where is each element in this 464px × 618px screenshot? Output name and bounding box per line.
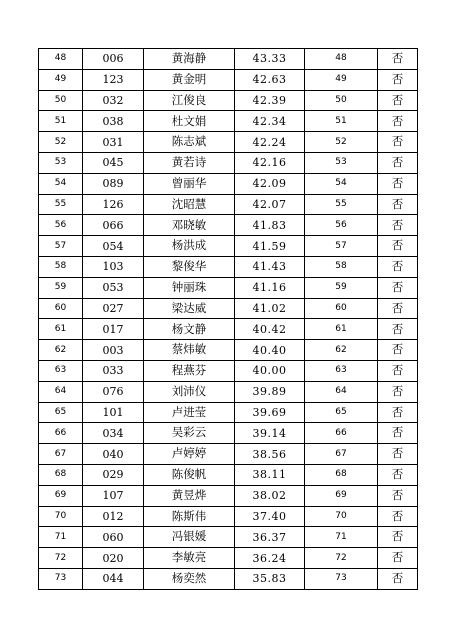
candidate-name-cell: 陈俊帆 [144,464,235,485]
selection-status-cell: 否 [378,464,418,485]
selection-status-cell: 否 [378,298,418,319]
score-cell: 40.40 [235,340,305,361]
selection-status-cell: 否 [378,423,418,444]
overall-rank-cell: 52 [305,132,378,153]
score-cell: 41.83 [235,215,305,236]
candidate-id-cell: 101 [83,402,144,423]
table-row [39,132,418,153]
rank-cell: 70 [39,506,83,527]
rank-cell: 52 [39,132,83,153]
table-row [39,111,418,132]
selection-status-cell: 否 [378,568,418,589]
selection-status-cell: 否 [378,236,418,257]
selection-status-cell: 否 [378,132,418,153]
candidate-id-cell: 123 [83,69,144,90]
selection-status-cell: 否 [378,215,418,236]
candidate-id-cell: 034 [83,423,144,444]
candidate-id-cell: 020 [83,548,144,569]
results-table-body [39,49,418,590]
candidate-id-cell: 040 [83,444,144,465]
candidate-id-cell: 107 [83,485,144,506]
rank-cell: 48 [39,49,83,70]
selection-status-cell: 否 [378,319,418,340]
rank-cell: 54 [39,173,83,194]
overall-rank-cell: 61 [305,319,378,340]
table-row [39,319,418,340]
selection-status-cell: 否 [378,256,418,277]
candidate-id-cell: 033 [83,360,144,381]
rank-cell: 71 [39,527,83,548]
rank-cell: 65 [39,402,83,423]
table-row [39,340,418,361]
candidate-name-cell: 黄金明 [144,69,235,90]
candidate-name-cell: 冯银媛 [144,527,235,548]
rank-cell: 56 [39,215,83,236]
candidate-name-cell: 蔡炜敏 [144,340,235,361]
rank-cell: 61 [39,319,83,340]
rank-cell: 64 [39,381,83,402]
overall-rank-cell: 73 [305,568,378,589]
score-cell: 39.89 [235,381,305,402]
candidate-id-cell: 066 [83,215,144,236]
candidate-name-cell: 程燕芬 [144,360,235,381]
table-row [39,568,418,589]
score-cell: 42.63 [235,69,305,90]
candidate-id-cell: 053 [83,277,144,298]
score-cell: 42.16 [235,152,305,173]
table-row [39,194,418,215]
score-cell: 39.14 [235,423,305,444]
candidate-id-cell: 076 [83,381,144,402]
table-row [39,215,418,236]
rank-cell: 68 [39,464,83,485]
candidate-name-cell: 杨奕然 [144,568,235,589]
overall-rank-cell: 58 [305,256,378,277]
selection-status-cell: 否 [378,381,418,402]
score-cell: 42.09 [235,173,305,194]
candidate-name-cell: 黄若诗 [144,152,235,173]
table-row [39,298,418,319]
results-sheet [38,48,417,590]
score-cell: 40.00 [235,360,305,381]
table-row [39,548,418,569]
candidate-name-cell: 吴彩云 [144,423,235,444]
candidate-id-cell: 103 [83,256,144,277]
rank-cell: 60 [39,298,83,319]
candidate-id-cell: 027 [83,298,144,319]
candidate-name-cell: 黄昱烨 [144,485,235,506]
selection-status-cell: 否 [378,402,418,423]
score-cell: 37.40 [235,506,305,527]
table-row [39,381,418,402]
selection-status-cell: 否 [378,548,418,569]
selection-status-cell: 否 [378,173,418,194]
score-cell: 41.02 [235,298,305,319]
overall-rank-cell: 69 [305,485,378,506]
selection-status-cell: 否 [378,152,418,173]
overall-rank-cell: 48 [305,49,378,70]
candidate-name-cell: 杨文静 [144,319,235,340]
candidate-name-cell: 卢进莹 [144,402,235,423]
overall-rank-cell: 68 [305,464,378,485]
rank-cell: 59 [39,277,83,298]
score-cell: 42.07 [235,194,305,215]
candidate-id-cell: 032 [83,90,144,111]
table-row [39,173,418,194]
candidate-id-cell: 054 [83,236,144,257]
rank-cell: 69 [39,485,83,506]
table-row [39,277,418,298]
table-row [39,360,418,381]
overall-rank-cell: 54 [305,173,378,194]
table-row [39,49,418,70]
overall-rank-cell: 65 [305,402,378,423]
overall-rank-cell: 50 [305,90,378,111]
overall-rank-cell: 57 [305,236,378,257]
score-cell: 42.24 [235,132,305,153]
candidate-name-cell: 陈志斌 [144,132,235,153]
overall-rank-cell: 70 [305,506,378,527]
overall-rank-cell: 59 [305,277,378,298]
candidate-name-cell: 陈斯伟 [144,506,235,527]
rank-cell: 73 [39,568,83,589]
overall-rank-cell: 64 [305,381,378,402]
score-cell: 35.83 [235,568,305,589]
selection-status-cell: 否 [378,277,418,298]
rank-cell: 53 [39,152,83,173]
rank-cell: 51 [39,111,83,132]
score-cell: 38.02 [235,485,305,506]
score-cell: 39.69 [235,402,305,423]
candidate-name-cell: 李敏亮 [144,548,235,569]
candidate-name-cell: 曾丽华 [144,173,235,194]
rank-cell: 49 [39,69,83,90]
table-row [39,485,418,506]
candidate-name-cell: 钟丽珠 [144,277,235,298]
candidate-name-cell: 江俊良 [144,90,235,111]
score-cell: 43.33 [235,49,305,70]
overall-rank-cell: 49 [305,69,378,90]
table-row [39,256,418,277]
overall-rank-cell: 72 [305,548,378,569]
table-row [39,423,418,444]
table-row [39,506,418,527]
rank-cell: 57 [39,236,83,257]
candidate-id-cell: 060 [83,527,144,548]
score-cell: 41.16 [235,277,305,298]
table-row [39,444,418,465]
overall-rank-cell: 71 [305,527,378,548]
candidate-id-cell: 031 [83,132,144,153]
candidate-id-cell: 006 [83,49,144,70]
table-row [39,527,418,548]
candidate-id-cell: 044 [83,568,144,589]
overall-rank-cell: 62 [305,340,378,361]
overall-rank-cell: 66 [305,423,378,444]
score-cell: 42.34 [235,111,305,132]
rank-cell: 58 [39,256,83,277]
table-row [39,464,418,485]
results-table [38,48,418,590]
overall-rank-cell: 53 [305,152,378,173]
selection-status-cell: 否 [378,111,418,132]
candidate-name-cell: 黎俊华 [144,256,235,277]
candidate-id-cell: 038 [83,111,144,132]
score-cell: 38.11 [235,464,305,485]
candidate-name-cell: 卢婷婷 [144,444,235,465]
selection-status-cell: 否 [378,444,418,465]
table-row [39,236,418,257]
table-row [39,90,418,111]
overall-rank-cell: 63 [305,360,378,381]
candidate-id-cell: 126 [83,194,144,215]
selection-status-cell: 否 [378,485,418,506]
overall-rank-cell: 56 [305,215,378,236]
rank-cell: 66 [39,423,83,444]
table-row [39,69,418,90]
candidate-name-cell: 邓晓敏 [144,215,235,236]
candidate-id-cell: 045 [83,152,144,173]
selection-status-cell: 否 [378,340,418,361]
selection-status-cell: 否 [378,360,418,381]
selection-status-cell: 否 [378,194,418,215]
score-cell: 42.39 [235,90,305,111]
candidate-id-cell: 012 [83,506,144,527]
rank-cell: 55 [39,194,83,215]
candidate-id-cell: 029 [83,464,144,485]
score-cell: 38.56 [235,444,305,465]
table-row [39,402,418,423]
score-cell: 40.42 [235,319,305,340]
candidate-id-cell: 003 [83,340,144,361]
score-cell: 36.37 [235,527,305,548]
candidate-id-cell: 017 [83,319,144,340]
candidate-name-cell: 刘沛仪 [144,381,235,402]
selection-status-cell: 否 [378,527,418,548]
rank-cell: 50 [39,90,83,111]
selection-status-cell: 否 [378,506,418,527]
selection-status-cell: 否 [378,90,418,111]
candidate-name-cell: 沈昭慧 [144,194,235,215]
rank-cell: 72 [39,548,83,569]
score-cell: 41.43 [235,256,305,277]
overall-rank-cell: 51 [305,111,378,132]
rank-cell: 67 [39,444,83,465]
score-cell: 41.59 [235,236,305,257]
candidate-name-cell: 梁达威 [144,298,235,319]
candidate-id-cell: 089 [83,173,144,194]
overall-rank-cell: 67 [305,444,378,465]
overall-rank-cell: 60 [305,298,378,319]
selection-status-cell: 否 [378,69,418,90]
candidate-name-cell: 杜文娟 [144,111,235,132]
candidate-name-cell: 黄海静 [144,49,235,70]
rank-cell: 63 [39,360,83,381]
table-row [39,152,418,173]
overall-rank-cell: 55 [305,194,378,215]
candidate-name-cell: 杨洪成 [144,236,235,257]
rank-cell: 62 [39,340,83,361]
selection-status-cell: 否 [378,49,418,70]
score-cell: 36.24 [235,548,305,569]
